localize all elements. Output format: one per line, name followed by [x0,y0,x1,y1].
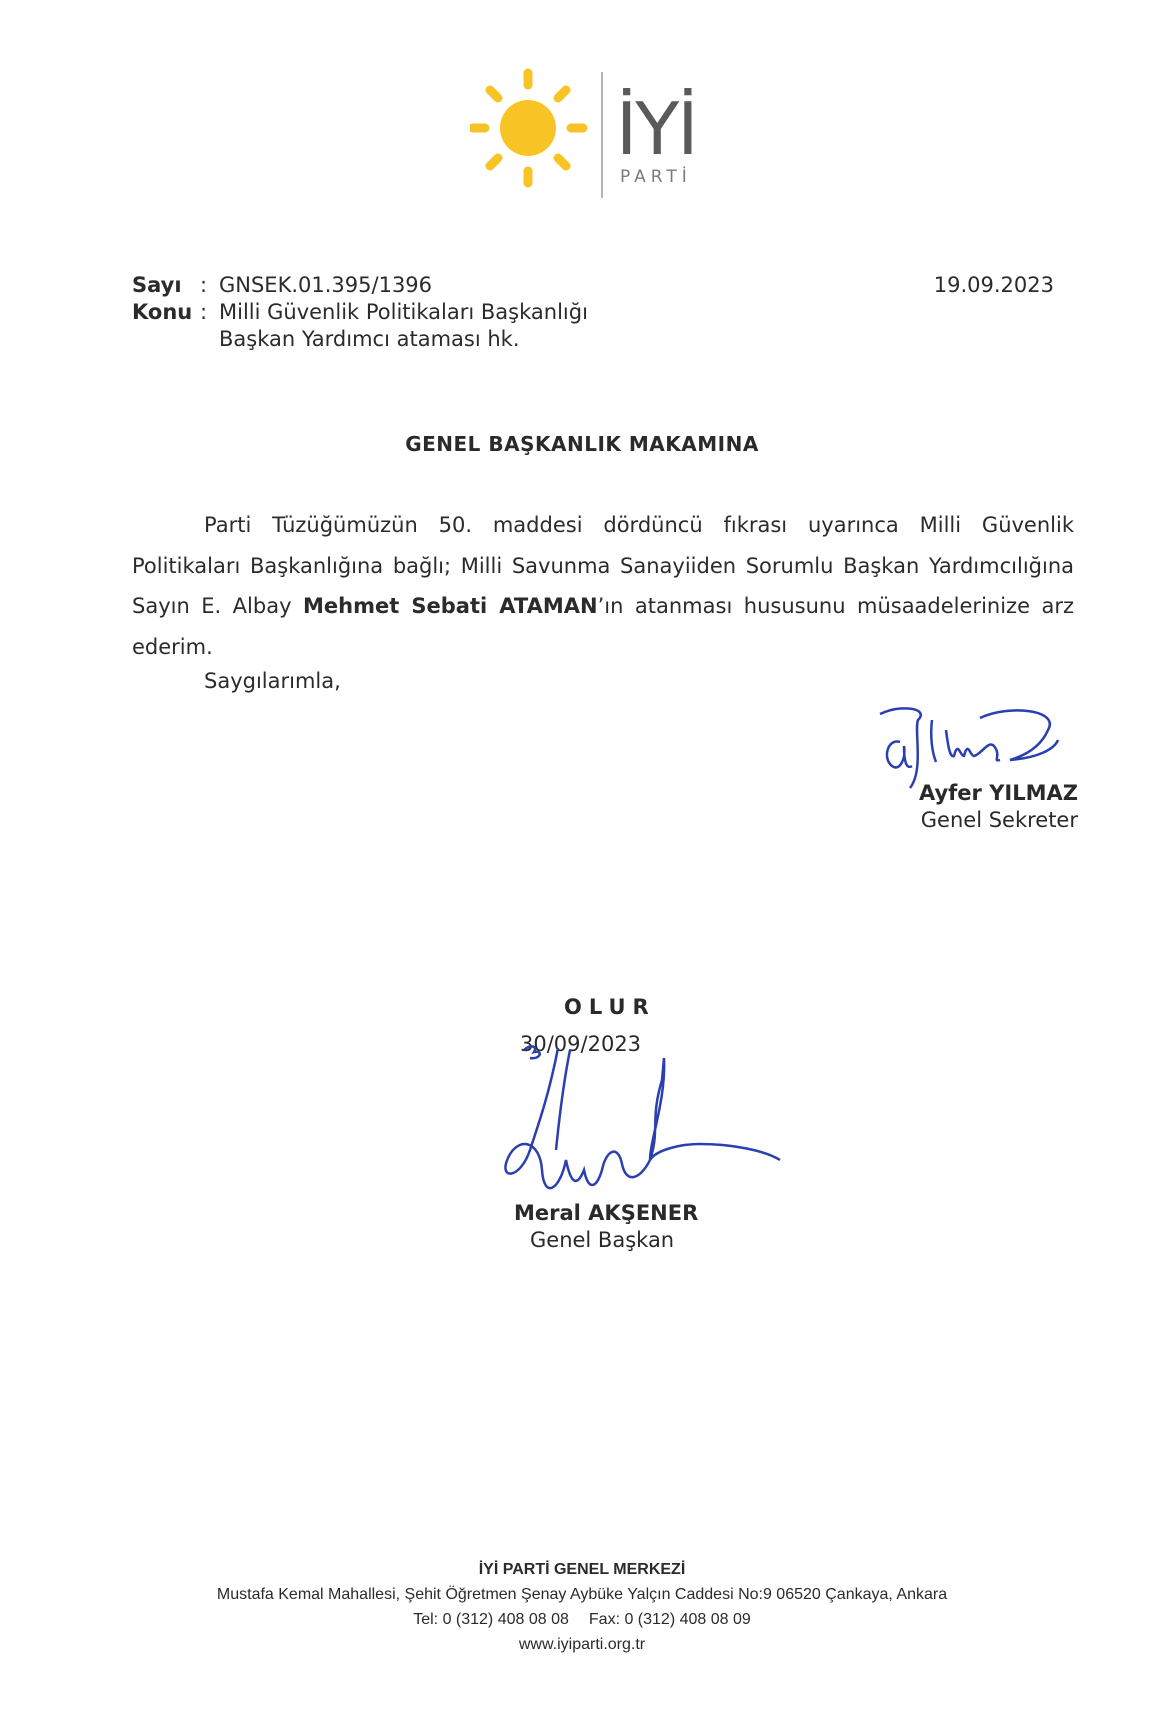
footer-address: Mustafa Kemal Mahallesi, Şehit Öğretmen Şenay Aybüke Yalçın Caddesi No:9 06520 Çankaya, Ankara [216,1586,948,1603]
approver-title: Genel Başkan [530,1228,675,1252]
signer1-name: Ayfer YILMAZ [918,781,1078,805]
body-part1: Parti Tüzüğümüzün 50. maddesi dördüncü fıkrası uyarınca Milli Güvenlik Politikaları Başkanlığına bağlı; Milli Savunma Sanayiiden Sorumlu Başkan Yardımcılığına Sayın E. Albay [132,513,1074,618]
logo-subtext: PARTİ [620,167,692,187]
appointee-name: Mehmet Sebati ATAMAN [303,594,598,618]
approver-name: Meral AKŞENER [514,1201,699,1225]
sun-icon [473,73,583,183]
olur-label: OLUR [564,995,656,1019]
approval-date: 30/09/2023 [520,1032,642,1056]
document-date: 19.09.2023 [933,273,1054,297]
footer-fax: Fax: 0 (312) 408 08 09 [588,1611,751,1628]
sayi-value: GNSEK.01.395/1396 [219,273,433,297]
addressee-heading: GENEL BAŞKANLIK MAKAMINA [405,432,759,456]
body-part2: ’ın atanması hususunu müsaadelerinize arz ederim. [132,594,1074,659]
sayi-label: Sayı [132,273,182,297]
konu-line1: Milli Güvenlik Politikaları Başkanlığı [219,300,588,324]
footer-org: İYİ PARTİ GENEL MERKEZİ [478,1561,686,1578]
konu-line2: Başkan Yardımcı ataması hk. [219,327,520,351]
konu-label: Konu [132,300,193,324]
footer-tel: Tel: 0 (312) 408 08 08 [413,1611,569,1628]
footer-website: www.iyiparti.org.tr [518,1636,646,1653]
sayi-row [132,272,432,299]
footer-contact [0,1611,1164,1629]
konu-colon: : [200,300,208,324]
logo-wordmark: İYİ [616,87,697,171]
signer1-title: Genel Sekreter [920,808,1078,832]
iyi-parti-logo [470,66,730,206]
sayi-colon: : [200,273,208,297]
body-paragraph [132,505,1074,667]
closing: Saygılarımla, [204,669,341,693]
konu-row [132,299,588,326]
